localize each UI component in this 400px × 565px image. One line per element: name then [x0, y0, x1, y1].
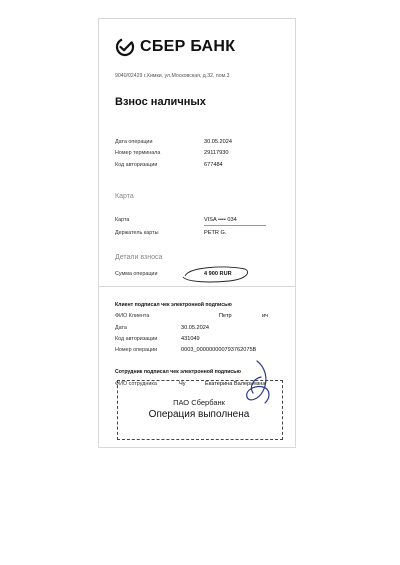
receipt [98, 18, 296, 448]
amount-label: Сумма операции [115, 271, 158, 277]
terminal-number-label: Номер терминала [115, 150, 161, 156]
client-date-label: Дата [115, 325, 127, 331]
branch-address: 9040/02429 г.Химки, ул.Московская, д.32, пом.3 [115, 73, 230, 79]
terminal-number-value: 29117930 [204, 150, 229, 156]
client-auth-value: 431049 [181, 336, 200, 342]
employee-name-label: ФИО сотрудника [115, 381, 157, 387]
page-title: Взнос наличных [115, 96, 206, 108]
operation-date-value: 30.05.2024 [204, 139, 232, 145]
details-section-heading: Детали взноса [115, 254, 163, 261]
stamp-status: Операция выполнена [148, 409, 250, 420]
auth-code-label: Код авторизации [115, 162, 158, 168]
client-date-value: 30.05.2024 [181, 325, 209, 331]
client-auth-label: Код авторизации [115, 336, 158, 342]
operation-date-label: Дата операции [115, 139, 153, 145]
client-name-value-end: ич [262, 313, 269, 319]
card-underline [204, 225, 266, 226]
card-label: Карта [115, 217, 130, 223]
handwritten-signature [239, 357, 279, 409]
operation-number-value: 0003_000000000793762075B [181, 347, 257, 353]
stamp-bank-name: ПАО Сбербанк [173, 398, 225, 407]
amount-circle-mark [179, 261, 251, 285]
sber-logo-icon [115, 37, 135, 57]
amount-value: 4 900 RUR [204, 271, 232, 277]
employee-name-short: Чу [179, 381, 186, 387]
operation-number-label: Номер операции [115, 347, 158, 353]
card-section-heading: Карта [115, 193, 134, 200]
auth-code-value: 677484 [204, 162, 223, 168]
sber-logo [115, 37, 235, 57]
card-value: VISA •••• 034 [204, 217, 237, 223]
employee-name-value: Екатерина Валерьевна [205, 381, 266, 387]
brand-name: СБЕР БАНК [140, 38, 236, 55]
section-divider [99, 286, 295, 287]
cardholder-label: Держатель карты [115, 230, 159, 236]
client-signature-heading: Клиент подписал чек электронной подписью [115, 302, 232, 308]
employee-signature-heading: Сотрудник подписал чек электронной подписью [115, 369, 241, 375]
cardholder-value: PETR G. [204, 230, 227, 236]
client-name-value: Петр [219, 313, 232, 319]
client-name-label: ФИО Клиента [115, 313, 150, 319]
